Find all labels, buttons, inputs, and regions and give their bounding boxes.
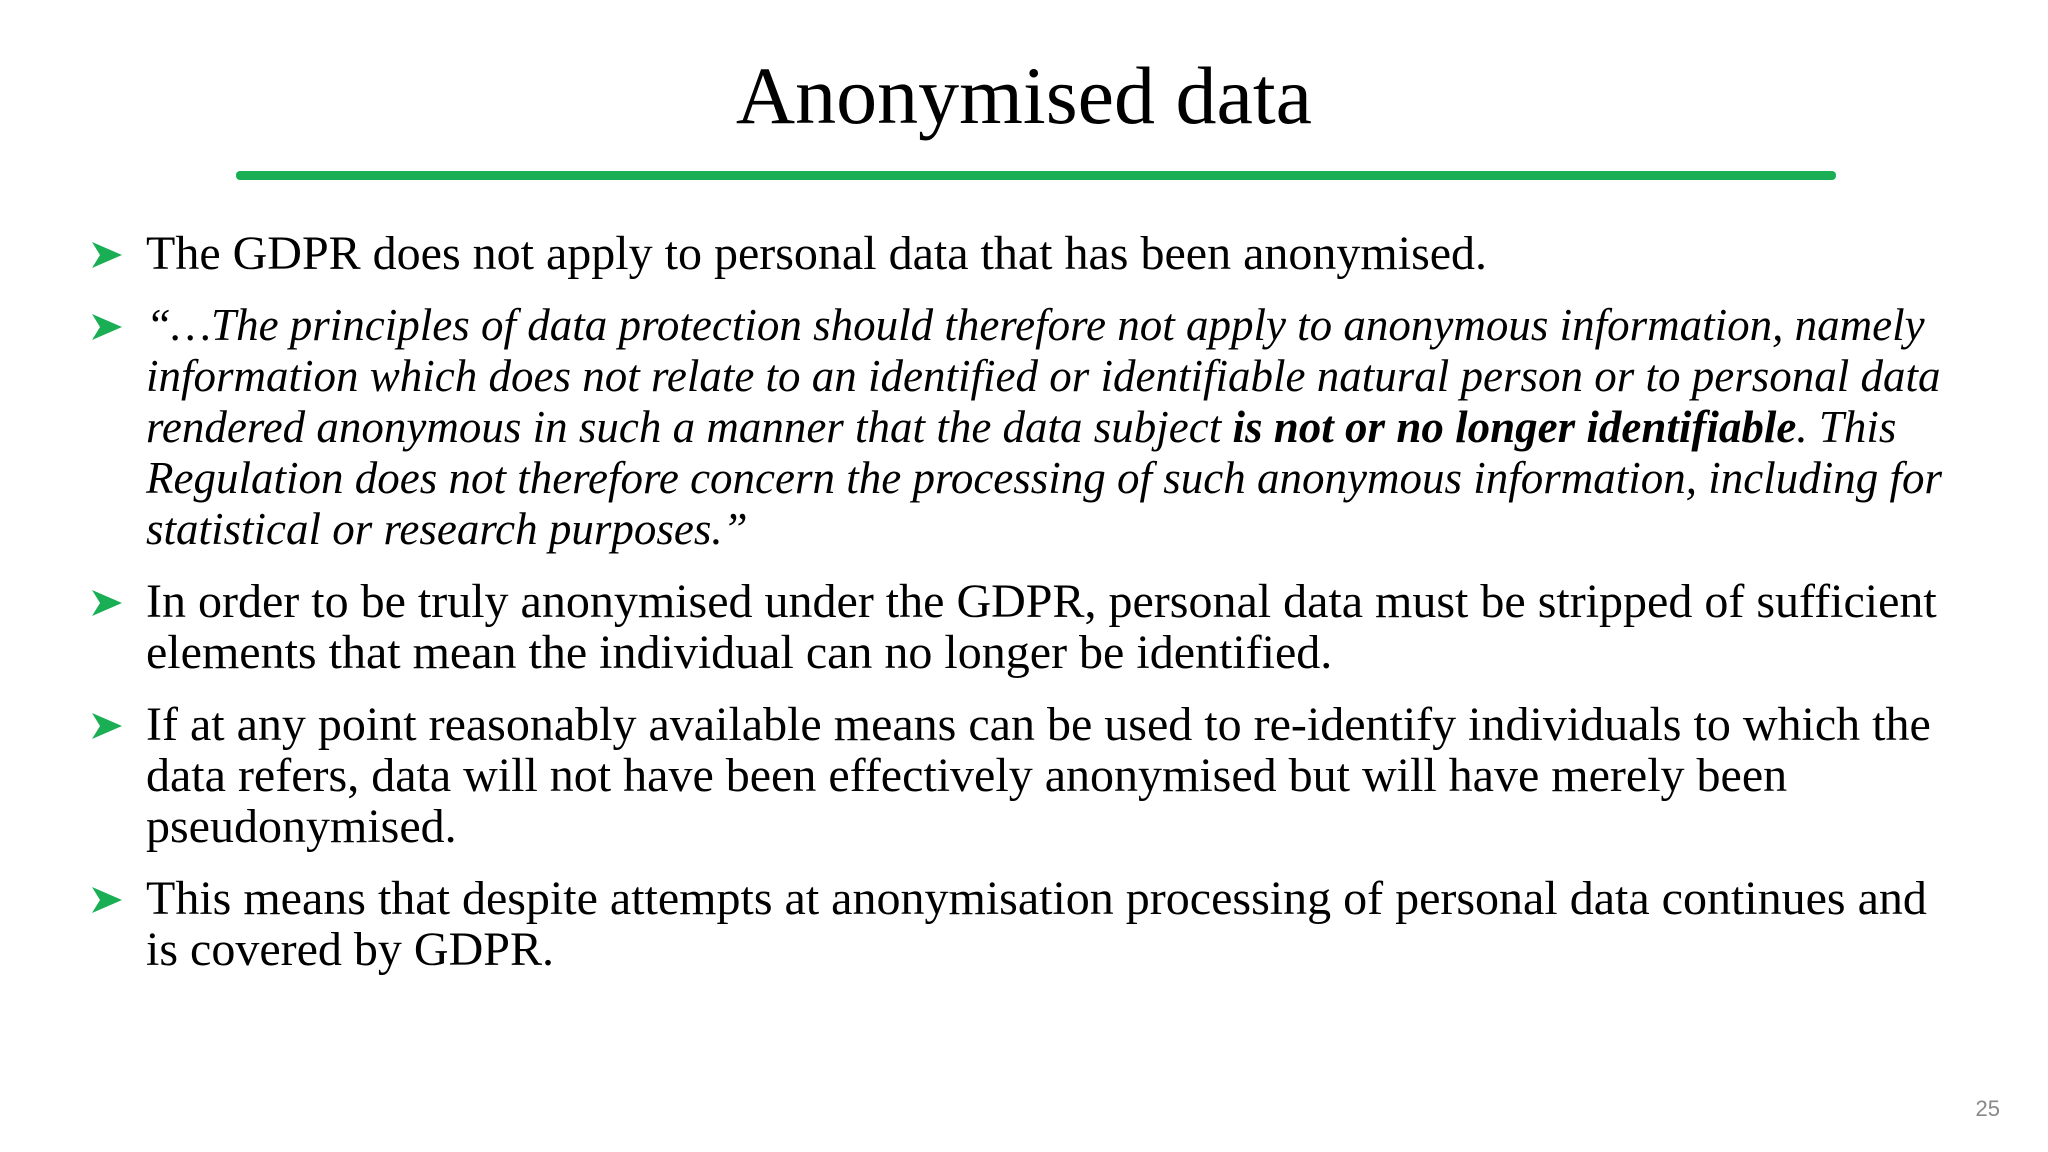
page-number: 25 (1975, 1096, 2000, 1121)
bullet-item-quote (90, 300, 1970, 555)
bullet-list (90, 228, 1970, 996)
slide-title: Anonymised data (735, 50, 1313, 141)
bullet-item (90, 873, 1970, 975)
bullet-text: This means that despite attempts at anonymisation processing of personal data continues and is covered by GDPR. (146, 872, 1927, 976)
bullet-text: In order to be truly anonymised under the GDPR, personal data must be stripped of sufficient elements that mean the individual can no longer be identified. (146, 575, 1937, 679)
arrow-right-triangle-icon (90, 588, 124, 618)
bullet-item (90, 576, 1970, 678)
quote-text-start: “…The principles of data protection should therefore not apply to anonymous information, namely information which does not relate to an identified or identifiable natural person or to personal data rendered anonymous in such a manner that the data subject (146, 300, 1941, 452)
arrow-right-triangle-icon (90, 240, 124, 270)
bullet-item (90, 228, 1970, 279)
quote-text-end: . This Regulation does not therefore concern the processing of such anonymous information, including for statistical or research purposes.” (146, 402, 1943, 554)
title-underline (236, 171, 1836, 180)
bullet-text: If at any point reasonably available means can be used to re-identify individuals to which the data refers, data will not have been effectively anonymised but will have merely been pseudonymised. (146, 698, 1931, 853)
bullet-item (90, 699, 1970, 852)
bullet-text: The GDPR does not apply to personal data that has been anonymised. (146, 227, 1488, 280)
arrow-right-triangle-icon (90, 711, 124, 741)
arrow-right-triangle-icon (90, 312, 124, 342)
quote-text-emphasis: is not or no longer identifiable (1232, 402, 1797, 452)
arrow-right-triangle-icon (90, 885, 124, 915)
